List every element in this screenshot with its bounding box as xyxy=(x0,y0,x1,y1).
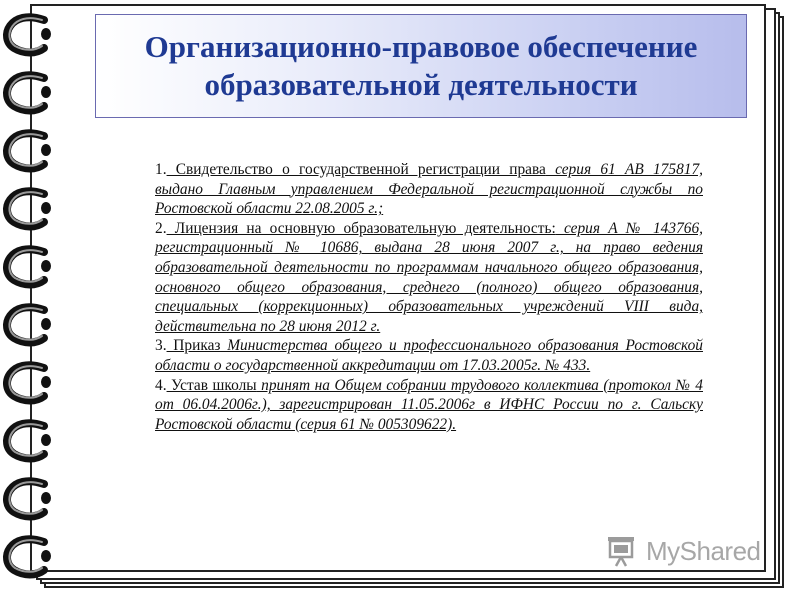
item-number: 2. xyxy=(155,219,167,237)
page-title xyxy=(145,28,698,104)
presentation-board-icon xyxy=(608,537,642,567)
binding-ring xyxy=(7,365,51,400)
binding-ring xyxy=(7,249,51,284)
document-list xyxy=(155,160,703,434)
item-number: 4. xyxy=(155,376,167,394)
list-item xyxy=(155,336,703,375)
list-item xyxy=(155,376,703,435)
binding-ring xyxy=(7,423,51,458)
item-lead: Свидетельство о государственной регистрации права xyxy=(166,161,546,178)
item-lead: Устав школы xyxy=(166,376,257,394)
binding-ring xyxy=(7,481,51,516)
spiral-binding xyxy=(0,0,60,600)
title-box xyxy=(95,14,747,118)
list-item xyxy=(155,160,703,219)
binding-ring xyxy=(7,133,51,168)
binding-ring xyxy=(7,75,51,110)
item-detail: принят на Общем собрании трудового коллектива (протокол № 4 от 06.04.2006г.), зарегистрирован 11.05.2006г в ИФНС России по г. Сальску Ростовской области (серия 61 № 005309622). xyxy=(155,376,703,433)
item-lead: Приказ xyxy=(166,337,221,355)
binding-ring xyxy=(7,539,51,574)
title-line-2: образовательной деятельности xyxy=(204,67,638,102)
item-detail: серия 61 АВ 175817, выдано Главным управлением Федеральной регистрационной службы по Ростовской области 22.08.2005 г.; xyxy=(155,161,703,218)
binding-ring xyxy=(7,307,51,342)
watermark-logo xyxy=(608,536,761,567)
item-lead: Лицензия на основную образовательную деятельность: xyxy=(166,219,556,237)
item-number: 3. xyxy=(155,337,167,355)
item-detail: Министерства общего и профессионального образования Ростовской области о государственной аккредитации от 17.03.2005г. № 433. xyxy=(155,337,703,374)
item-number: 1. xyxy=(155,161,167,178)
watermark-text: MyShared xyxy=(646,536,761,566)
binding-ring xyxy=(7,191,51,226)
list-item xyxy=(155,219,703,337)
binding-ring xyxy=(7,17,51,52)
item-detail: серия А № 143766, регистрационный № 10686, выдана 28 июня 2007 г., на право ведения образовательной деятельности по программам начального общего образования, основного общего образования, среднего (полного) общего образования, специальных (коррекционных) образовательных учреждений VIII вида, действительна по 28 июня 2012 г. xyxy=(155,219,703,335)
title-line-1: Организационно-правовое обеспечение xyxy=(144,29,698,64)
